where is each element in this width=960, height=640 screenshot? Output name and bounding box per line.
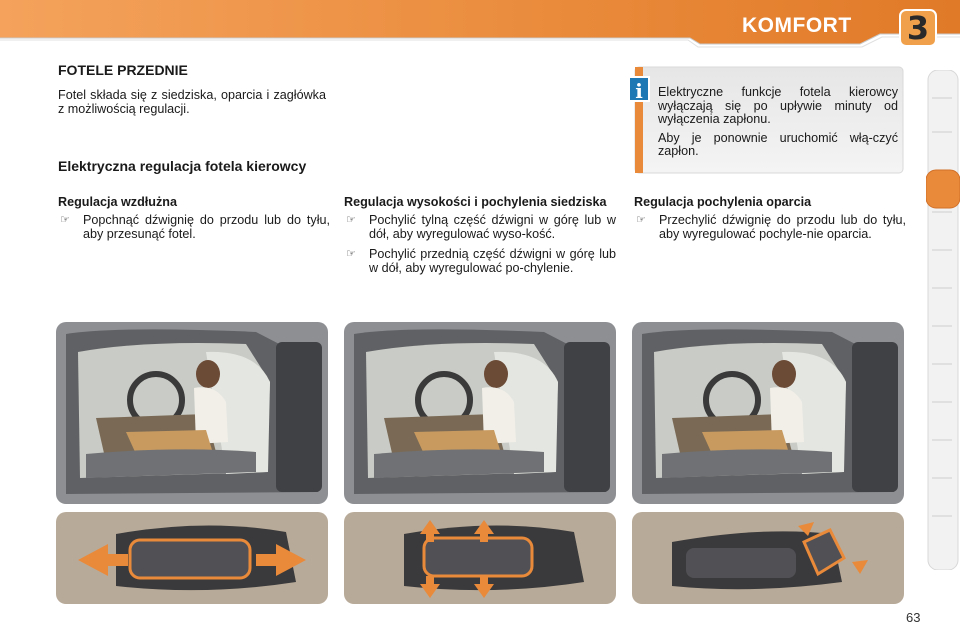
instruction-text: Przechylić dźwignię do przodu lub do tyłu, aby wyregulować pochyle-nie oparcia. [659,213,906,241]
pointing-hand-icon: ☞ [346,248,356,260]
seat-lever-backrest [632,512,904,604]
column-heading: Regulacja wysokości i pochylenia siedziska [344,195,607,209]
chapter-tabs [926,70,960,570]
column-backrest [634,196,906,247]
pointing-hand-icon: ☞ [346,214,356,226]
instruction-item [58,213,330,241]
column-heading: Regulacja wzdłużna [58,195,177,209]
section-title: FOTELE PRZEDNIE [58,62,188,78]
info-icon: i [628,76,650,102]
instruction-item [344,247,616,275]
subsection-title: Elektryczna regulacja fotela kierowcy [58,158,307,174]
driver-seat-illustration-1 [56,322,328,504]
pointing-hand-icon: ☞ [636,214,646,226]
instruction-text: Pochylić tylną część dźwigni w górę lub w dół, aby wyregulować wyso-kość. [369,213,616,241]
seat-lever-longitudinal [56,512,328,604]
info-text [658,86,898,164]
column-heading: Regulacja pochylenia oparcia [634,195,812,209]
chapter-number: 3 [906,9,930,47]
pointing-hand-icon: ☞ [60,214,70,226]
column-height-tilt [344,196,616,281]
driver-seat-illustration-3 [632,322,904,504]
instruction-text: Pochylić przednią część dźwigni w górę lub w dół, aby wyregulować po-chylenie. [369,247,616,275]
chapter-title: KOMFORT [742,14,852,37]
info-paragraph-1: Elektryczne funkcje fotela kierowcy wyłączają się po upływie minuty od wyłączenia zapłonu. [658,85,898,126]
instruction-text: Popchnąć dźwignię do przodu lub do tyłu, aby przesunąć fotel. [83,213,330,241]
driver-seat-illustration-2 [344,322,616,504]
instruction-item [344,213,616,241]
info-paragraph-2: Aby je ponownie uruchomić włą-czyć zapłon. [658,130,898,158]
column-longitudinal [58,196,330,247]
intro-text: Fotel składa się z siedziska, oparcia i zagłówka z możliwością regulacji. [58,88,326,116]
page-number: 63 [906,610,921,625]
seat-lever-height-tilt [344,512,616,604]
instruction-item [634,213,906,241]
